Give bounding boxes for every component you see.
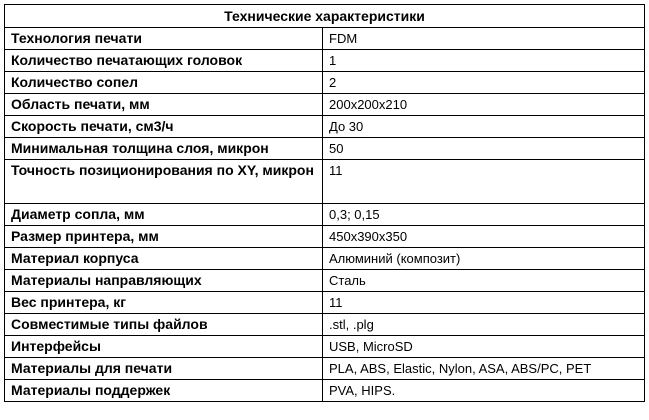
param-value: 0,3; 0,15	[323, 204, 645, 226]
param-name: Совместимые типы файлов	[5, 314, 323, 336]
table-row	[5, 292, 645, 314]
param-value: PVA, HIPS.	[323, 380, 645, 402]
specs-table-body	[5, 28, 645, 402]
table-row	[5, 270, 645, 292]
param-name: Материалы направляющих	[5, 270, 323, 292]
table-row	[5, 226, 645, 248]
param-value: 50	[323, 138, 645, 160]
param-name: Материал корпуса	[5, 248, 323, 270]
param-value: .stl, .plg	[323, 314, 645, 336]
param-name: Диаметр сопла, мм	[5, 204, 323, 226]
table-row	[5, 358, 645, 380]
param-value: PLA, ABS, Elastic, Nylon, ASA, ABS/PC, PET	[323, 358, 645, 380]
param-name: Технология печати	[5, 28, 323, 50]
param-name: Материалы поддержек	[5, 380, 323, 402]
param-name: Материалы для печати	[5, 358, 323, 380]
table-row	[5, 314, 645, 336]
param-value: Сталь	[323, 270, 645, 292]
param-name: Количество печатающих головок	[5, 50, 323, 72]
param-value: 1	[323, 50, 645, 72]
param-name: Точность позиционирования по XY, микрон	[5, 160, 323, 204]
specs-table	[4, 4, 645, 402]
param-name: Количество сопел	[5, 72, 323, 94]
param-value: 200x200x210	[323, 94, 645, 116]
table-row	[5, 138, 645, 160]
table-row	[5, 248, 645, 270]
param-value: До 30	[323, 116, 645, 138]
table-row	[5, 204, 645, 226]
table-row	[5, 94, 645, 116]
param-value: 450x390x350	[323, 226, 645, 248]
table-header-row	[5, 5, 645, 28]
param-value: Алюминий (композит)	[323, 248, 645, 270]
table-row	[5, 380, 645, 402]
param-value: 11	[323, 292, 645, 314]
param-name: Минимальная толщина слоя, микрон	[5, 138, 323, 160]
param-name: Интерфейсы	[5, 336, 323, 358]
table-title: Технические характеристики	[5, 5, 645, 28]
table-row	[5, 160, 645, 204]
param-name: Вес принтера, кг	[5, 292, 323, 314]
param-value: 2	[323, 72, 645, 94]
param-name: Размер принтера, мм	[5, 226, 323, 248]
param-value: FDM	[323, 28, 645, 50]
param-name: Область печати, мм	[5, 94, 323, 116]
param-value: 11	[323, 160, 645, 204]
table-row	[5, 336, 645, 358]
table-row	[5, 28, 645, 50]
table-row	[5, 50, 645, 72]
table-row	[5, 116, 645, 138]
param-value: USB, MicroSD	[323, 336, 645, 358]
param-name: Скорость печати, см3/ч	[5, 116, 323, 138]
table-row	[5, 72, 645, 94]
